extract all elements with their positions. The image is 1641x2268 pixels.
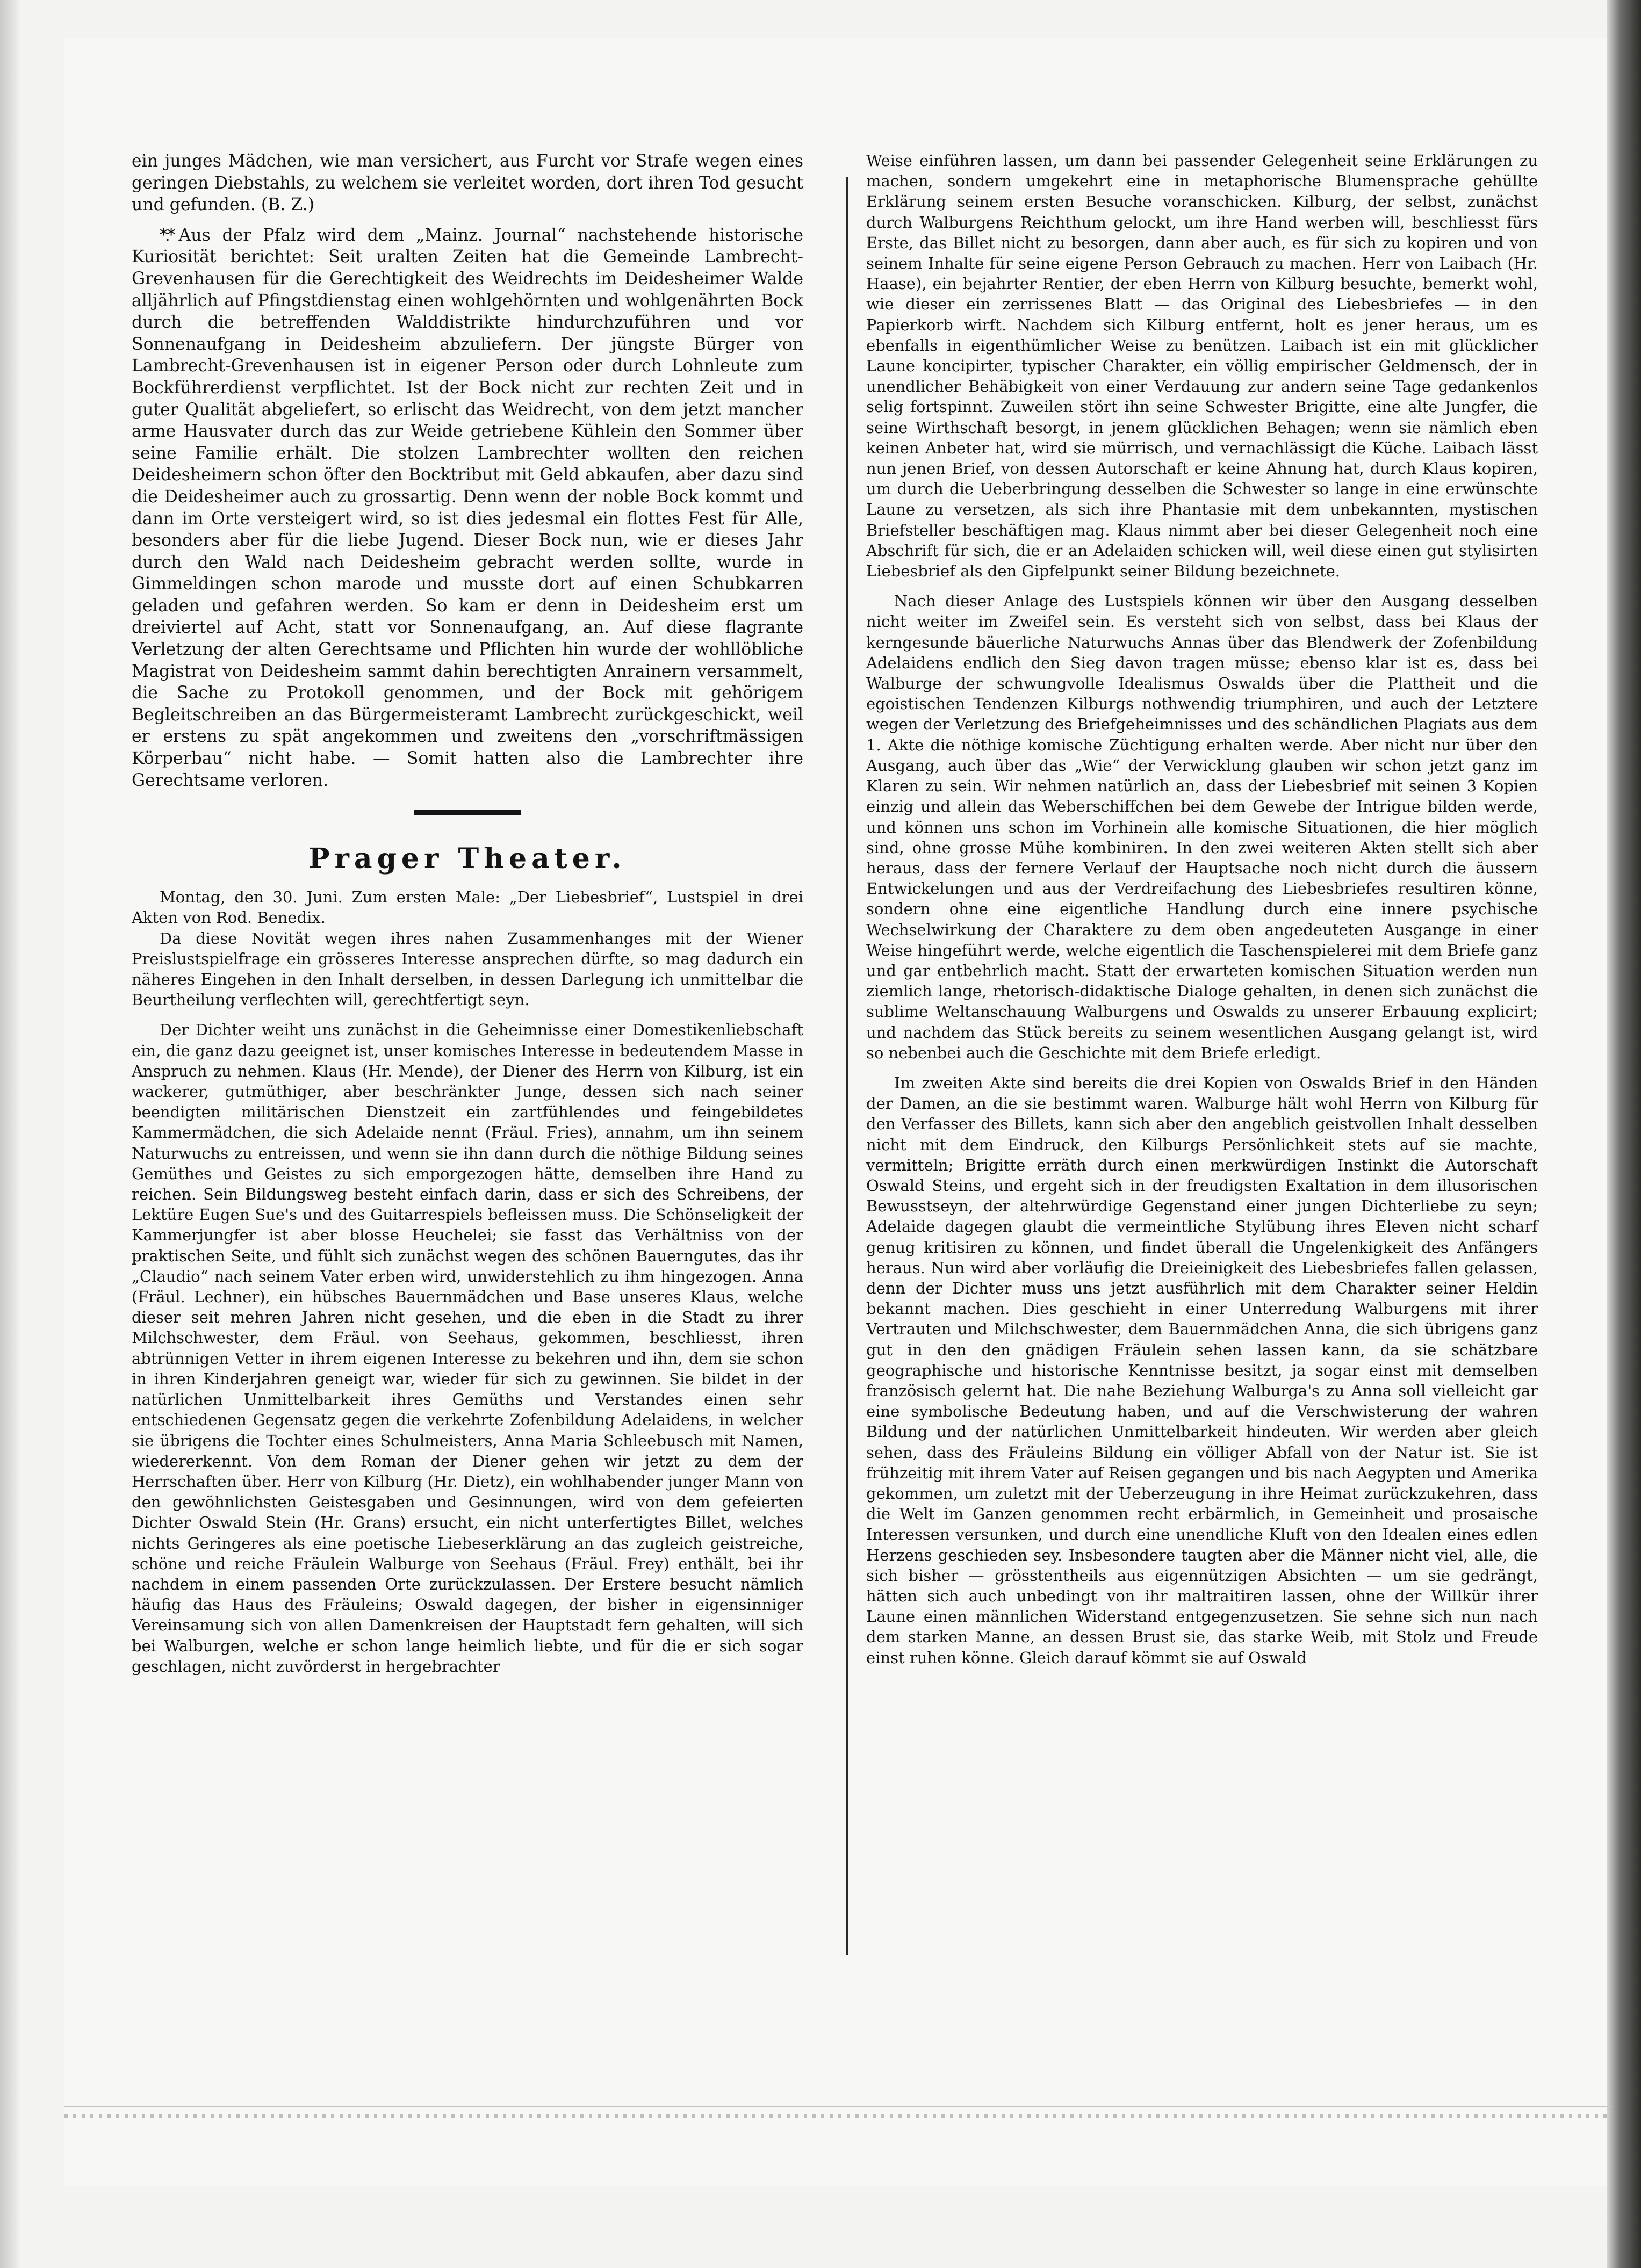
- review-plot-paragraph: Nach dieser Anlage des Lustspiels können wir über den Ausgang desselben nicht weiter im Zweifel sein. Es versteht sich von selbst, dass bei Klaus der kerngesunde bäuerliche Naturwuchs Annas über das Blendwerk der Zofenbildung Adelaidens endlich den Sieg davon tragen müsse; ebenso klar ist es, dass bei Walburge der schwungvolle Idealismus Oswalds über die Plattheit und die egoistischen Tendenzen Kilburgs nothwendig triumphiren, und auch der Letztere wegen der Verletzung des Briefgeheimnisses und des schändlichen Plagiats aus dem 1. Akte die nöthige komische Züchtigung erhalten werde. Aber nicht nur über den Ausgang, auch über das „Wie“ der Verwicklung glauben wir schon jetzt ganz im Klaren zu sein. Wir nehmen natürlich an, dass der Liebesbrief mit seinen 3 Kopien einzig und allein das Weberschiffchen bei dem Gewebe der Intrigue bilden werde, und können uns schon im Vorhinein alle komische Situationen, die hier möglich sind, ohne grosse Mühe kombiniren. In den zwei weiteren Akten stellt sich aber heraus, dass der fernere Verlauf der Hauptsache noch nicht durch die äussern Entwickelungen und aus der Verdreifachung des Liebesbriefes resultiren könne, sondern ohne eine eigentliche Handlung durch eine innere psychische Wechselwirkung der Charaktere zu dem oben angedeuteten Ausgange in einer Weise hingeführt werde, welche eigentlich die Taschenspielerei mit dem Briefe ganz und gar entbehrlich macht. Statt der erwarteten komischen Situation werden nun ziemlich lange, rhetorisch-didaktische Dialoge gehalten, in denen sich zunächst die sublime Weltanschauung Walburgens und Oswalds zu unserer Erbauung explicirt; und nachdem das Stück bereits zu seinem wesentlichen Ausgang gelangt ist, wird so nebenbei auch die Geschichte mit dem Briefe erledigt.: [866, 592, 1538, 1062]
- news-item-pfalz: [132, 225, 803, 791]
- news-item-pfalz-text: Aus der Pfalz wird dem „Mainz. Journal“ nachstehende historische Kuriosität berichtet: Seit uralten Zeiten hat die Gemeinde Lambrecht-Grevenhausen für die Gerechtigkeit des Weidrechts im Deidesheimer Walde alljährlich auf Pfingstdienstag einen wohlgehörnten und wohlgenährten Bock durch die betreffenden Walddistrikte hindurchzuführen und vor Sonnenaufgang in Deidesheim abzuliefern. Der jüngste Bürger von Lambrecht-Grevenhausen ist in eigener Person oder durch Lohnleute zum Bockführerdienst verpflichtet. Ist der Bock nicht zur rechten Zeit und in guter Qualität abgeliefert, so erlischt das Weidrecht, von dem jetzt mancher arme Hausvater durch das zur Weide getriebene Kühlein den Sommer über seine Familie erhält. Die stolzen Lambrechter wollten den reichen Deidesheimern schon öfter den Bocktribut mit Geld abkaufen, aber dazu sind die Deidesheimer auch zu grossartig. Denn wenn der noble Bock kommt und dann im Orte versteigert wird, so ist dies jedesmal ein flottes Fest für Alle, besonders aber für die liebe Jugend. Dieser Bock nun, wie er dieses Jahr durch den Wald nach Deidesheim gebracht werden sollte, wurde in Gimmeldingen schon marode und musste dort auf einen Schubkarren geladen und gefahren werden. So kam er denn in Deidesheim erst um dreiviertel auf Acht, statt vor Sonnenaufgang, an. Auf diese flagrante Verletzung der alten Gerechtsame und Pflichten hin wurde der wohllöbliche Magistrat von Deidesheim sammt dahin berechtigten Anrainern versammelt, die Sache zu Protokoll genommen, und der Bock mit gehörigem Begleitschreiben an das Bürgermeisteramt Lambrecht zurückgeschickt, weil er erstens zu spät angekommen und zweitens den „vorschriftmässigen Körperbau“ nicht habe. — Somit hatten also die Lambrechter ihre Gerechtsame verloren.: [132, 225, 803, 790]
- column-divider: [846, 177, 848, 1955]
- right-column: [866, 150, 1538, 1668]
- theater-performance-line: Montag, den 30. Juni. Zum ersten Male: „Der Liebesbrief“, Lustspiel in drei Akten von Rod. Benedix.: [132, 888, 803, 927]
- scan-left-edge: [0, 0, 19, 2268]
- theater-section-title: Prager Theater.: [308, 842, 627, 876]
- page-bottom-rule: [64, 2106, 1612, 2107]
- review-second-act-paragraph: Im zweiten Akte sind bereits die drei Kopien von Oswalds Brief in den Händen der Damen, an die sie bestimmt waren. Walburge hält wohl Herrn von Kilburg für den Verfasser des Billets, kann sich aber den angeblich geistvollen Inhalt desselben nicht mit dem Eindruck, den Kilburgs Persönlichkeit stets auf sie machte, vermitteln; Brigitte erräth durch einen merkwürdigen Instinkt die Autorschaft Oswald Steins, und ergeht sich in der freudigsten Exaltation in dem illusorischen Bewusstseyn, der altehrwürdige Gegenstand einer jungen Dichterliebe zu seyn; Adelaide dagegen glaubt die vermeintliche Stylübung ihres Eleven nicht scharf genug kritisiren zu können, und findet überall die Ungelenkigkeit des Anfängers heraus. Nun wird aber vorläufig die Dreieinigkeit des Liebesbriefes fallen gelassen, denn der Dichter muss uns jetzt ausführlich mit dem Charakter seiner Heldin bekannt machen. Dies geschieht in einer Unterredung Walburgens mit ihrer Vertrauten und Milchschwester, dem Bauernmädchen Anna, die sich übrigens ganz gut in den den gnädigen Fräulein sehen lassen kann, da sie schätzbare geographische und historische Kenntnisse besitzt, ja sogar einst mit demselben französisch gelernt hat. Die nahe Beziehung Walburga's zu Anna soll vielleicht gar eine symbolische Bedeutung haben, und auf die Verschwisterung der wahren Bildung und der natürlichen Unmittelbarkeit hindeuten. Wir werden aber gleich sehen, dass des Fräuleins Bildung ein völliger Abfall von der Natur ist. Sie ist frühzeitig mit ihrem Vater auf Reisen gegangen und bis nach Aegypten und Amerika gekommen, um zuletzt mit der Ueberzeugung in ihre Heimat zurückzukehren, dass die Welt im Ganzen genommen recht erbärmlich, in Gemeinheit und prosaische Interessen versunken, und durch eine unendliche Kluft von den Idealen eines edlen Herzens geschieden sey. Insbesondere taugten aber die Männer nicht viel, alle, die sich bisher — grösstentheils aus eigennützigen Absichten — um sie gedrängt, hätten sich auch unbedingt von ihr maltraitiren lassen, ohne der Willkür ihrer Laune einen männlichen Widerstand entgegenzusetzen. Sie sehne sich nun nach dem starken Manne, an dessen Brust sie, das starke Weib, mit Stolz und Freude einst ruhen könne. Gleich darauf kömmt sie auf Oswald: [866, 1073, 1538, 1667]
- scan-book-spine-edge: [1607, 0, 1641, 2268]
- star-section-mark: *.*: [160, 225, 172, 245]
- theater-review-paragraph: Der Dichter weiht uns zunächst in die Geheimnisse einer Domestikenliebschaft ein, die ganz dazu geeignet ist, unser komisches Interesse in bedeutendem Masse in Anspruch zu nehmen. Klaus (Hr. Mende), der Diener des Herrn von Kilburg, ist ein wackerer, gutmüthiger, aber beschränkter Junge, dessen sich nach seiner beendigten militärischen Dienstzeit ein zartfühlendes und feingebildetes Kammermädchen, die sich Adelaide nennt (Fräul. Fries), annahm, um ihn seinem Naturwuchs zu entreissen, und wenn sie ihn dann durch die nöthige Bildung seines Gemüthes und Geistes zu sich emporgezogen hätte, demselben ihre Hand zu reichen. Sein Bildungsweg besteht einfach darin, dass er sich des Schreibens, der Lektüre Eugen Sue's und des Guitarrespiels befleissen muss. Die Schönseligkeit der Kammerjungfer ist aber blosse Heuchelei; sie fasst das Verhältniss von der praktischen Seite, und fühlt sich zunächst wegen des schönen Bauerngutes, das ihr „Claudio“ nach seinem Vater erben wird, unwiderstehlich zu ihm hingezogen. Anna (Fräul. Lechner), ein hübsches Bauernmädchen und Base unseres Klaus, welche dieser seit mehren Jahren nicht gesehen, und die eben in die Stadt zu ihrer Milchschwester, dem Fräul. von Seehaus, gekommen, beschliesst, ihren abtrünnigen Vetter in ihrem eigenen Interesse zu bekehren und ihn, dem sie schon in ihren Kinderjahren geneigt war, wieder für sich zu gewinnen. Sie bildet in der natürlichen Unmittelbarkeit ihres Gemüths und Verstandes einen sehr entschiedenen Gegensatz gegen die verkehrte Zofenbildung Adelaidens, in welcher sie übrigens die Tochter eines Schulmeisters, Anna Maria Schleebusch mit Namen, wiedererkennt. Von dem Roman der Diener gehen wir jetzt zu dem der Herrschaften über. Herr von Kilburg (Hr. Dietz), ein wohlhabender junger Mann von den gewöhnlichsten Geistesgaben und Gesinnungen, wird von dem gefeierten Dichter Oswald Stein (Hr. Grans) ersucht, ein nicht unterfertigtes Billet, welches nichts Geringeres als eine poetische Liebeserklärung an das zugleich geistreiche, schöne und reiche Fräulein Walburge von Seehaus (Fräul. Frey) enthält, bei ihr nachdem in einem passenden Orte zurückzulassen. Der Erstere besucht nämlich häufig das Haus des Fräuleins; Oswald dagegen, der bisher in eigensinniger Vereinsamung sich von allen Damenkreisen der Hauptstadt fern gehalten, will sich bei Walburgen, welche er schon lange heimlich liebte, und für die er sich sogar geschlagen, nicht zuvörderst in hergebrachter: [132, 1021, 803, 1675]
- review-continuation-paragraph: Weise einführen lassen, um dann bei passender Gelegenheit seine Erklärungen zu machen, sondern umgekehrt eine in metaphorische Blumensprache gehüllte Erklärung seinem ersten Besuche voranschicken. Kilburg, der selbst, zunächst durch Walburgens Reichthum gelockt, um ihre Hand werben will, beschliesst fürs Erste, das Billet nicht zu besorgen, dann aber auch, es für sich zu kopiren und von seinem Inhalte für seine eigene Person Gebrauch zu machen. Herr von Laibach (Hr. Haase), ein bejahrter Rentier, der eben Herrn von Kilburg besuchte, bemerkt wohl, wie dieser ein zerrissenes Blatt — das Original des Liebesbriefes — in den Papierkorb wirft. Nachdem sich Kilburg entfernt, holt es jener heraus, um es ebenfalls in eigenthümlicher Weise zu benützen. Laibach ist ein mit glücklicher Laune koncipirter, typischer Charakter, ein völlig empirischer Geldmensch, der in unendlicher Behäbigkeit von einer Verdauung zur andern seine Tage gedankenlos selig fortspinnt. Zuweilen stört ihn seine Schwester Brigitte, eine alte Jungfer, die seine Wirthschaft besorgt, in jenem glücklichen Behagen; wenn sie nämlich eben keinen Anbeter hat, wird sie mürrisch, und vernachlässigt die Küche. Laibach lässt nun jenen Brief, von dessen Autorschaft er keine Ahnung hat, durch Klaus kopiren, um durch die Ueberbringung desselben die Schwester so lange in eine erwünschte Laune zu versetzen, als sich ihre Phantasie mit dem unbekannten, mystischen Briefsteller beschäftigen mag. Klaus nimmt aber bei dieser Gelegenheit noch eine Abschrift für sich, die er an Adelaiden schicken will, weil diese einen gut stylisirten Liebesbrief als den Gipfelpunkt seiner Bildung bezeichnete.: [866, 151, 1538, 581]
- news-item-suicide-ending: ein junges Mädchen, wie man versichert, aus Furcht vor Strafe wegen eines geringen Diebstahls, zu welchem sie verleitet worden, dort ihren Tod gesucht und gefunden. (B. Z.): [132, 151, 803, 215]
- theater-intro-paragraph: Da diese Novität wegen ihres nahen Zusammenhanges mit der Wiener Preislustspielfrage ein grösseres Interesse ansprechen dürfte, so mag dadurch ein näheres Eingehen in den Inhalt derselben, in dessen Darlegung ich unmittelbar die Beurtheilung verflechten will, gerechtfertigt seyn.: [132, 929, 803, 1009]
- left-column: [132, 150, 803, 1677]
- section-divider: [414, 810, 521, 815]
- page-bottom-dotted-line: [64, 2114, 1612, 2118]
